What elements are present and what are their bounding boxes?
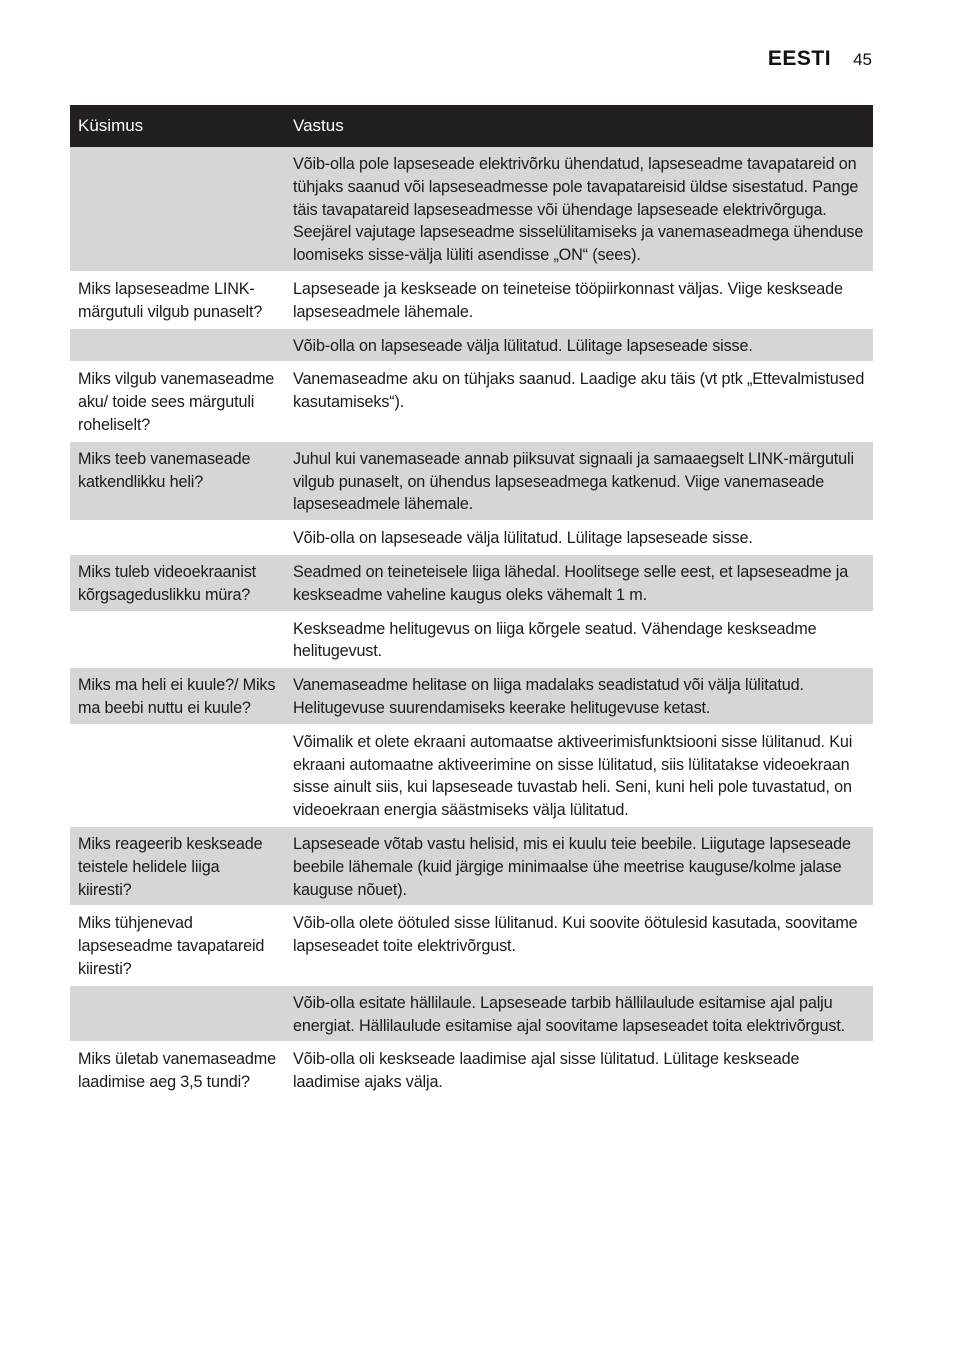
answer-cell: Vanemaseadme aku on tühjaks saanud. Laadige aku täis (vt ptk „Ettevalmistused kasutamiseks“). [285,362,873,441]
question-cell: Miks ma heli ei kuule?/ Miks ma beebi nuttu ei kuule? [70,668,285,725]
answer-cell: Võib-olla on lapseseade välja lülitatud. Lülitage lapseseade sisse. [285,328,873,362]
question-cell [70,985,285,1042]
answer-cell: Lapseseade võtab vastu helisid, mis ei kuulu teie beebile. Liigutage lapseseade beebile lähemale (kuid järgige minimaalse ühe meetrise kauguse/kolme jalase kauguse nõuet). [285,826,873,905]
table-row [70,441,873,520]
question-cell: Miks vilgub vanemaseadme aku/ toide sees märgutuli roheliselt? [70,362,285,441]
question-cell: Miks tühjenevad lapseseadme tavapatareid kiiresti? [70,906,285,985]
language-label: EESTI [767,47,832,70]
page-header [768,47,872,71]
question-cell: Miks reageerib keskseade teistele helidele liiga kiiresti? [70,826,285,905]
table-row [70,611,873,668]
question-cell: Miks ületab vanemaseadme laadimise aeg 3,5 tundi? [70,1042,285,1098]
table-row [70,985,873,1042]
answer-cell: Lapseseade ja keskseade on teineteise tööpiirkonnast väljas. Viige keskseade lapseseadmele lähemale. [285,271,873,328]
answer-cell: Võib-olla esitate hällilaule. Lapseseade tarbib hällilaulude esitamise ajal palju energiat. Hällilaulude esitamise ajal soovitame lapseseadet toita elektrivõrgust. [285,985,873,1042]
question-cell: Miks tuleb videoekraanist kõrgsageduslikku müra? [70,554,285,611]
answer-cell: Seadmed on teineteisele liiga lähedal. Hoolitsege selle eest, et lapseseadme ja keskseadme vaheline kaugus oleks vähemalt 1 m. [285,554,873,611]
troubleshooting-table [70,105,873,1098]
answer-cell: Juhul kui vanemaseade annab piiksuvat signaali ja samaaegselt LINK-märgutuli vilgub punaselt, on ühendus lapseseadmega katkenud. Viige vanemaseade lapseseadmele lähemale. [285,441,873,520]
table-row [70,826,873,905]
answer-cell: Võimalik et olete ekraani automaatse aktiveerimisfunktsiooni sisse lülitanud. Kui ekraani automaatne aktiveerimine on sisse lülitatud, siis lülitatakse videoekraan sisse ainult siis, kui lapseseade tuvastab heli. Seni, kuni heli pole tuvastatud, on videoekraan energia säästmiseks välja lülitatud. [285,724,873,826]
table-row [70,1042,873,1098]
table-row [70,362,873,441]
table-header-row [70,105,873,147]
table-row [70,271,873,328]
table-row [70,724,873,826]
question-cell: Miks lapseseadme LINK-märgutuli vilgub punaselt? [70,271,285,328]
table-row [70,147,873,271]
table-row [70,668,873,725]
column-header-question: Küsimus [70,105,285,147]
answer-cell: Võib-olla oli keskseade laadimise ajal sisse lülitatud. Lülitage keskseade laadimise ajaks välja. [285,1042,873,1098]
table-body [70,147,873,1098]
answer-cell: Keskseadme helitugevus on liiga kõrgele seatud. Vähendage keskseadme helitugevust. [285,611,873,668]
table-row [70,328,873,362]
answer-cell: Võib-olla on lapseseade välja lülitatud. Lülitage lapseseade sisse. [285,521,873,555]
table-row [70,554,873,611]
table-row [70,906,873,985]
answer-cell: Vanemaseadme helitase on liiga madalaks seadistatud või välja lülitatud. Helitugevuse suurendamiseks keerake helitugevuse ketast. [285,668,873,725]
question-cell [70,147,285,271]
question-cell [70,724,285,826]
column-header-answer: Vastus [285,105,873,147]
question-cell: Miks teeb vanemaseade katkendlikku heli? [70,441,285,520]
question-cell [70,328,285,362]
question-cell [70,611,285,668]
page-number: 45 [853,50,872,69]
table-row [70,521,873,555]
question-cell [70,521,285,555]
answer-cell: Võib-olla pole lapseseade elektrivõrku ühendatud, lapseseadme tavapatareid on tühjaks saanud või lapseseadmesse pole tavapatareisid üldse sisestatud. Pange täis tavapatareid lapseseadmesse või ühendage lapseseade elektrivõrguga. Seejärel vajutage lapseseadme sisselülitamiseks ja vanemaseadmega ühenduse loomiseks sisse-välja lüliti asendisse „ON“ (sees). [285,147,873,271]
answer-cell: Võib-olla olete öötuled sisse lülitanud. Kui soovite öötulesid kasutada, soovitame lapseseadet toite elektrivõrgust. [285,906,873,985]
